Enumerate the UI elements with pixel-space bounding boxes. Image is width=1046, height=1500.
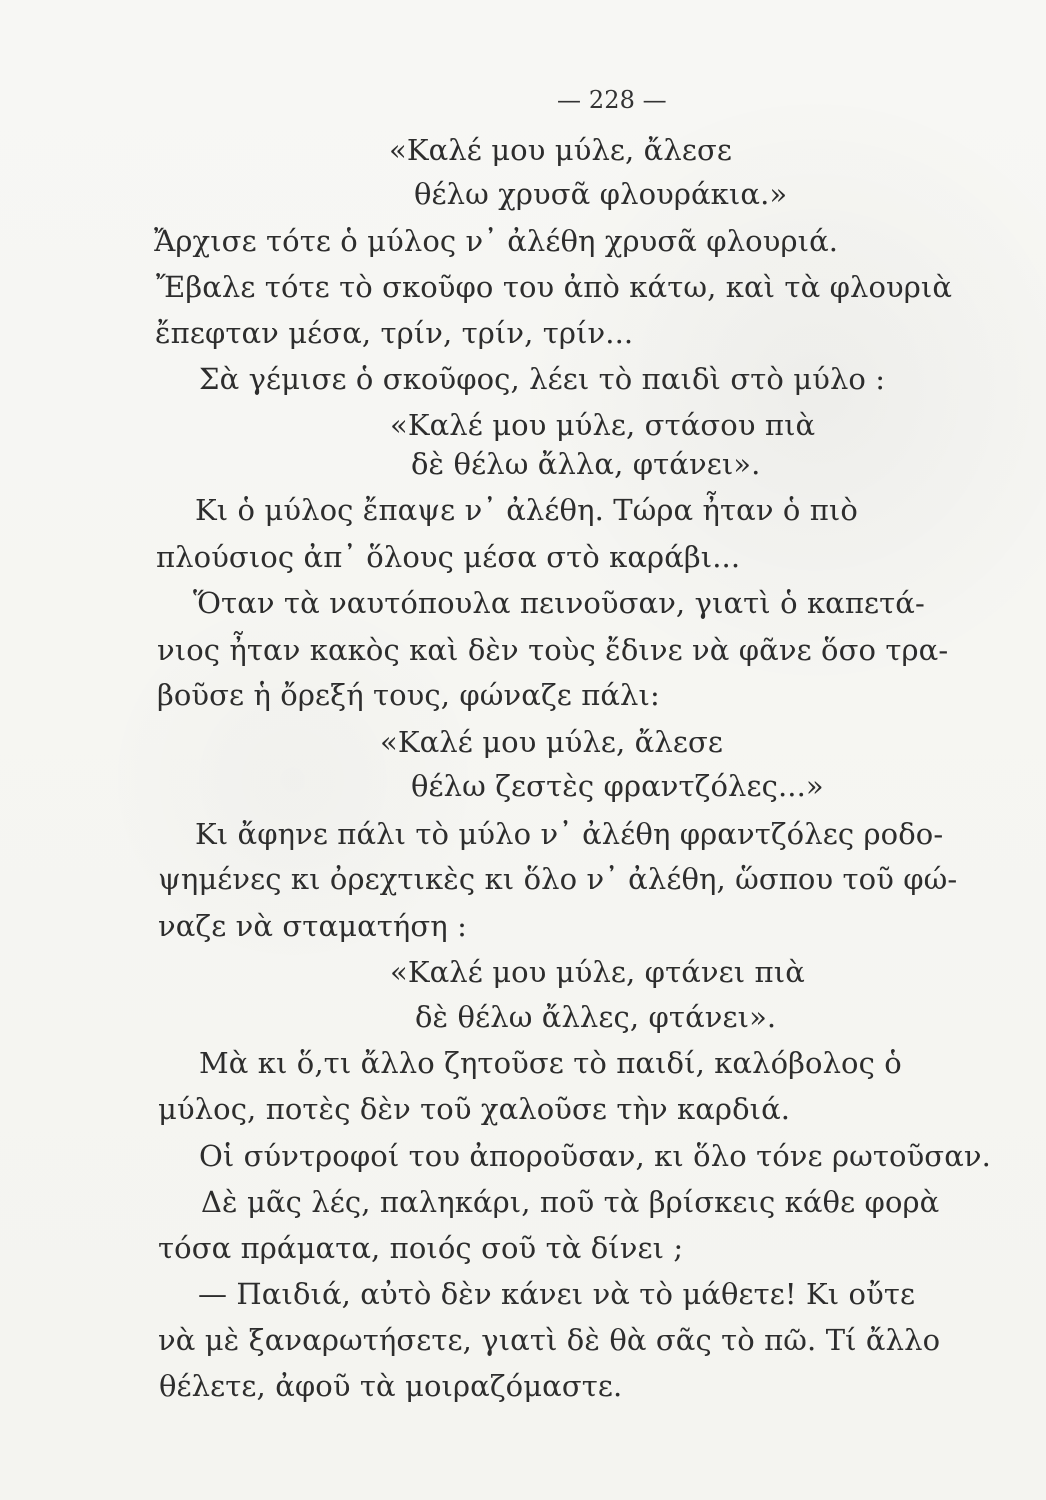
text-line: Κι ἄφηνε πάλι τὸ μύλο ν᾿ ἀλέθη φραντζόλες ροδο- <box>195 817 944 851</box>
text-line: νιος ἦταν κακὸς καὶ δὲν τοὺς ἔδινε νὰ φᾶνε ὅσο τρα- <box>157 633 949 667</box>
text-line: πλούσιος ἀπ᾿ ὅλους μέσα στὸ καράβι... <box>156 540 741 574</box>
text-line: «Καλέ μου μύλε, φτάνει πιὰ <box>390 955 805 989</box>
text-line: βοῦσε ἡ ὄρεξή τους, φώναζε πάλι: <box>157 678 660 712</box>
text-line: θέλω ζεστὲς φραντζόλες...» <box>411 769 824 803</box>
text-line: Ἔβαλε τότε τὸ σκοῦφο του ἀπὸ κάτω, καὶ τὰ φλουριὰ <box>156 270 953 304</box>
text-line: τόσα πράματα, ποιός σοῦ τὰ δίνει ; <box>158 1231 684 1265</box>
text-line: θέλω χρυσᾶ φλουράκια.» <box>414 177 788 211</box>
text-line: — Παιδιά, αὐτὸ δὲν κάνει νὰ τὸ μάθετε! Κι οὔτε <box>198 1277 916 1311</box>
text-line: δὲ θέλω ἄλλες, φτάνει». <box>415 1000 777 1034</box>
text-line: ναζε νὰ σταματήση : <box>158 909 467 943</box>
text-line: νὰ μὲ ξαναρωτήσετε, γιατὶ δὲ θὰ σᾶς τὸ πῶ. Τί ἄλλο <box>158 1323 941 1357</box>
text-line: «Καλέ μου μύλε, ἄλεσε <box>389 133 732 167</box>
text-line: Μὰ κι ὅ,τι ἄλλο ζητοῦσε τὸ παιδί, καλόβολος ὁ <box>199 1046 902 1080</box>
text-line: Ὅταν τὰ ναυτόπουλα πεινοῦσαν, γιατὶ ὁ καπετά- <box>193 586 925 620</box>
text-line: δὲ θέλω ἄλλα, φτάνει». <box>411 447 761 481</box>
text-line: «Καλέ μου μύλε, ἄλεσε <box>380 725 723 759</box>
text-line: ἔπεφταν μέσα, τρίν, τρίν, τρίν... <box>155 316 634 350</box>
text-line: Ἄρχισε τότε ὁ μύλος ν᾿ ἀλέθη χρυσᾶ φλουριά. <box>154 224 839 258</box>
text-line: «Καλέ μου μύλε, στάσου πιὰ <box>390 408 816 442</box>
text-line: θέλετε, ἀφοῦ τὰ μοιραζόμαστε. <box>159 1369 623 1403</box>
text-line: Οἱ σύντροφοί του ἀποροῦσαν, κι ὅλο τόνε ρωτοῦσαν. <box>199 1139 991 1173</box>
page-number: — 228 — <box>557 86 667 114</box>
text-line: ψημένες κι ὀρεχτικὲς κι ὅλο ν᾿ ἀλέθη, ὥσπου τοῦ φώ- <box>158 862 958 896</box>
text-line: Κι ὁ μύλος ἔπαψε ν᾿ ἀλέθη. Τώρα ἦταν ὁ πιὸ <box>195 493 858 527</box>
text-line: Δὲ μᾶς λές, παληκάρι, ποῦ τὰ βρίσκεις κάθε φορὰ <box>201 1185 940 1219</box>
text-line: μύλος, ποτὲς δὲν τοῦ χαλοῦσε τὴν καρδιά. <box>158 1092 791 1126</box>
text-line: Σὰ γέμισε ὁ σκοῦφος, λέει τὸ παιδὶ στὸ μύλο : <box>199 362 886 396</box>
